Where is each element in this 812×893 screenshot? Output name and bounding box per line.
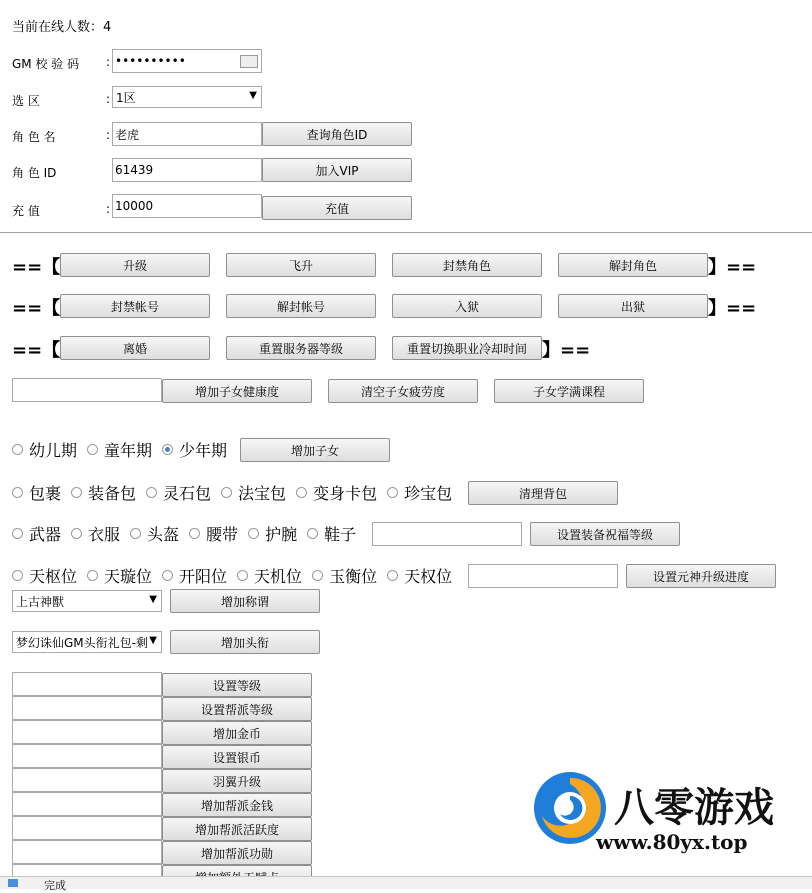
radio-icon[interactable] <box>12 444 23 455</box>
set-equip-bless-button[interactable]: 设置装备祝福等级 <box>530 522 680 546</box>
role-name-input[interactable] <box>112 122 262 146</box>
recharge-input[interactable] <box>112 194 262 218</box>
bag-option[interactable] <box>12 481 61 504</box>
recharge-button[interactable]: 充值 <box>262 196 412 220</box>
chevron-down-icon: ▼ <box>249 90 257 101</box>
add-guild-activity-button[interactable]: 增加帮派活跃度 <box>162 817 312 841</box>
page-icon <box>8 879 18 887</box>
option-label: 头盔 <box>147 525 180 544</box>
bag-option[interactable] <box>146 481 211 504</box>
head-title-select-value: 梦幻诛仙GM头衔礼包-剩 <box>16 635 148 650</box>
add-gold-button[interactable]: 增加金币 <box>162 721 312 745</box>
colon: : <box>106 92 111 106</box>
option-label: 法宝包 <box>238 484 287 503</box>
equip-group <box>12 522 366 545</box>
clear-child-fatigue-button[interactable]: 清空子女疲劳度 <box>328 379 478 403</box>
reset-server-level-button[interactable]: 重置服务器等级 <box>226 336 376 360</box>
ban-role-button[interactable]: 封禁角色 <box>392 253 542 277</box>
colon: : <box>106 128 111 142</box>
zone-select-value: 1区 <box>116 90 136 105</box>
radio-icon[interactable] <box>312 570 323 581</box>
equip-option[interactable] <box>307 522 356 545</box>
yuanshen-option[interactable] <box>387 564 452 587</box>
logo-url: www.80yx.top <box>596 830 748 854</box>
level-input[interactable] <box>12 672 162 696</box>
option-label: 天璇位 <box>104 567 153 586</box>
add-vip-button[interactable]: 加入VIP <box>262 158 412 182</box>
option-label: 灵石包 <box>163 484 212 503</box>
option-label: 装备包 <box>88 484 137 503</box>
guild-activity-input[interactable] <box>12 816 162 840</box>
add-title-button[interactable]: 增加称谓 <box>170 589 320 613</box>
logo-title: 八零游戏 <box>614 785 774 831</box>
gold-input[interactable] <box>12 720 162 744</box>
option-label: 幼儿期 <box>29 441 78 460</box>
radio-icon[interactable] <box>221 487 232 498</box>
status-bar <box>0 876 812 892</box>
add-guild-merit-button[interactable]: 增加帮派功勋 <box>162 841 312 865</box>
online-label: 当前在线人数： <box>12 20 104 35</box>
zone-select[interactable] <box>112 86 262 108</box>
add-child-health-button[interactable]: 增加子女健康度 <box>162 379 312 403</box>
yuanshen-option[interactable] <box>162 564 227 587</box>
radio-icon[interactable] <box>71 487 82 498</box>
radio-icon[interactable] <box>248 528 259 539</box>
online-value: 4 <box>103 20 112 35</box>
add-guild-money-button[interactable]: 增加帮派金钱 <box>162 793 312 817</box>
bracket-right: 】== <box>708 298 757 319</box>
colon: : <box>106 202 111 216</box>
set-guild-level-button[interactable]: 设置帮派等级 <box>162 697 312 721</box>
gm-code-label: GM 校 验 码 <box>12 57 80 71</box>
yuanshen-option[interactable] <box>12 564 77 587</box>
chevron-down-icon: ▼ <box>149 594 157 605</box>
bag-option[interactable] <box>387 481 452 504</box>
silver-input[interactable] <box>12 744 162 768</box>
option-label: 天枢位 <box>29 567 78 586</box>
option-label: 护腕 <box>265 525 298 544</box>
add-child-button[interactable]: 增加子女 <box>240 438 390 462</box>
radio-icon[interactable] <box>12 570 23 581</box>
guild-money-input[interactable] <box>12 792 162 816</box>
child-full-course-button[interactable]: 子女学满课程 <box>494 379 644 403</box>
radio-icon[interactable] <box>146 487 157 498</box>
yuanshen-option[interactable] <box>237 564 302 587</box>
radio-icon[interactable] <box>307 528 318 539</box>
equip-option[interactable] <box>189 522 238 545</box>
add-head-title-button[interactable]: 增加头衔 <box>170 630 320 654</box>
yuanshen-option[interactable] <box>312 564 377 587</box>
bag-option[interactable] <box>71 481 136 504</box>
set-yuanshen-progress-button[interactable]: 设置元神升级进度 <box>626 564 776 588</box>
level-up-button[interactable]: 升级 <box>60 253 210 277</box>
reset-class-cooldown-button[interactable]: 重置切换职业冷却时间 <box>392 336 542 360</box>
ban-account-button[interactable]: 封禁帐号 <box>60 294 210 318</box>
radio-icon[interactable] <box>71 528 82 539</box>
radio-icon[interactable] <box>296 487 307 498</box>
radio-icon[interactable] <box>189 528 200 539</box>
radio-icon[interactable] <box>130 528 141 539</box>
option-label: 腰带 <box>206 525 239 544</box>
role-id-input[interactable] <box>112 158 262 182</box>
option-label: 变身卡包 <box>313 484 378 503</box>
keyboard-icon[interactable] <box>240 55 258 68</box>
query-role-id-button[interactable]: 查询角色ID <box>262 122 412 146</box>
option-label: 鞋子 <box>324 525 357 544</box>
child-stage-group <box>12 438 237 461</box>
radio-icon[interactable] <box>12 487 23 498</box>
stage-option[interactable] <box>162 438 227 461</box>
guild-level-input[interactable] <box>12 696 162 720</box>
bracket-right: 】== <box>542 340 591 361</box>
role-id-label: 角 色 ID <box>12 166 57 180</box>
equip-option[interactable] <box>248 522 297 545</box>
radio-icon[interactable] <box>12 528 23 539</box>
bag-option[interactable] <box>296 481 377 504</box>
option-label: 玉衡位 <box>329 567 378 586</box>
radio-icon[interactable] <box>237 570 248 581</box>
role-name-label: 角 色 名 <box>12 130 56 144</box>
equip-option[interactable] <box>12 522 61 545</box>
recharge-label: 充 值 <box>12 204 40 218</box>
yuanshen-option[interactable] <box>87 564 152 587</box>
option-label: 珍宝包 <box>404 484 453 503</box>
divider <box>0 232 812 233</box>
radio-icon[interactable] <box>87 570 98 581</box>
bag-option[interactable] <box>221 481 286 504</box>
option-label: 少年期 <box>179 441 228 460</box>
radio-icon[interactable] <box>387 487 398 498</box>
set-level-button[interactable]: 设置等级 <box>162 673 312 697</box>
unban-account-button[interactable]: 解封帐号 <box>226 294 376 318</box>
bracket-left: ==【 <box>12 298 61 319</box>
guild-merit-input[interactable] <box>12 840 162 864</box>
bag-group <box>12 481 462 504</box>
wing-upgrade-button[interactable]: 羽翼升级 <box>162 769 312 793</box>
option-label: 开阳位 <box>179 567 228 586</box>
radio-icon[interactable] <box>387 570 398 581</box>
unban-role-button[interactable]: 解封角色 <box>558 253 708 277</box>
clear-bag-button[interactable]: 清理背包 <box>468 481 618 505</box>
title-select-value: 上古神獸 <box>16 594 65 609</box>
option-label: 包裹 <box>29 484 62 503</box>
title-select[interactable] <box>12 590 162 612</box>
chevron-down-icon: ▼ <box>149 635 157 646</box>
status-text: 完成 <box>44 879 66 892</box>
option-label: 衣服 <box>88 525 121 544</box>
stage-option[interactable] <box>12 438 77 461</box>
radio-selected-icon[interactable] <box>162 444 173 455</box>
stage-option[interactable] <box>87 438 152 461</box>
equip-option[interactable] <box>130 522 179 545</box>
online-count <box>12 16 111 35</box>
yuanshen-progress-input[interactable] <box>468 564 618 588</box>
radio-icon[interactable] <box>87 444 98 455</box>
bracket-left: ==【 <box>12 340 61 361</box>
set-silver-button[interactable]: 设置银币 <box>162 745 312 769</box>
jail-button[interactable]: 入狱 <box>392 294 542 318</box>
child-value-input[interactable] <box>12 378 162 402</box>
colon: : <box>106 55 111 69</box>
divorce-button[interactable]: 离婚 <box>60 336 210 360</box>
zone-label: 选 区 <box>12 94 40 108</box>
ascend-button[interactable]: 飞升 <box>226 253 376 277</box>
equip-option[interactable] <box>71 522 120 545</box>
option-label: 童年期 <box>104 441 153 460</box>
bracket-left: ==【 <box>12 257 61 278</box>
release-button[interactable]: 出狱 <box>558 294 708 318</box>
head-title-select[interactable] <box>12 631 162 653</box>
option-label: 天权位 <box>404 567 453 586</box>
bracket-right: 】== <box>708 257 757 278</box>
wing-input[interactable] <box>12 768 162 792</box>
option-label: 武器 <box>29 525 62 544</box>
equip-bless-input[interactable] <box>372 522 522 546</box>
option-label: 天机位 <box>254 567 303 586</box>
radio-icon[interactable] <box>162 570 173 581</box>
yuanshen-group <box>12 564 462 587</box>
